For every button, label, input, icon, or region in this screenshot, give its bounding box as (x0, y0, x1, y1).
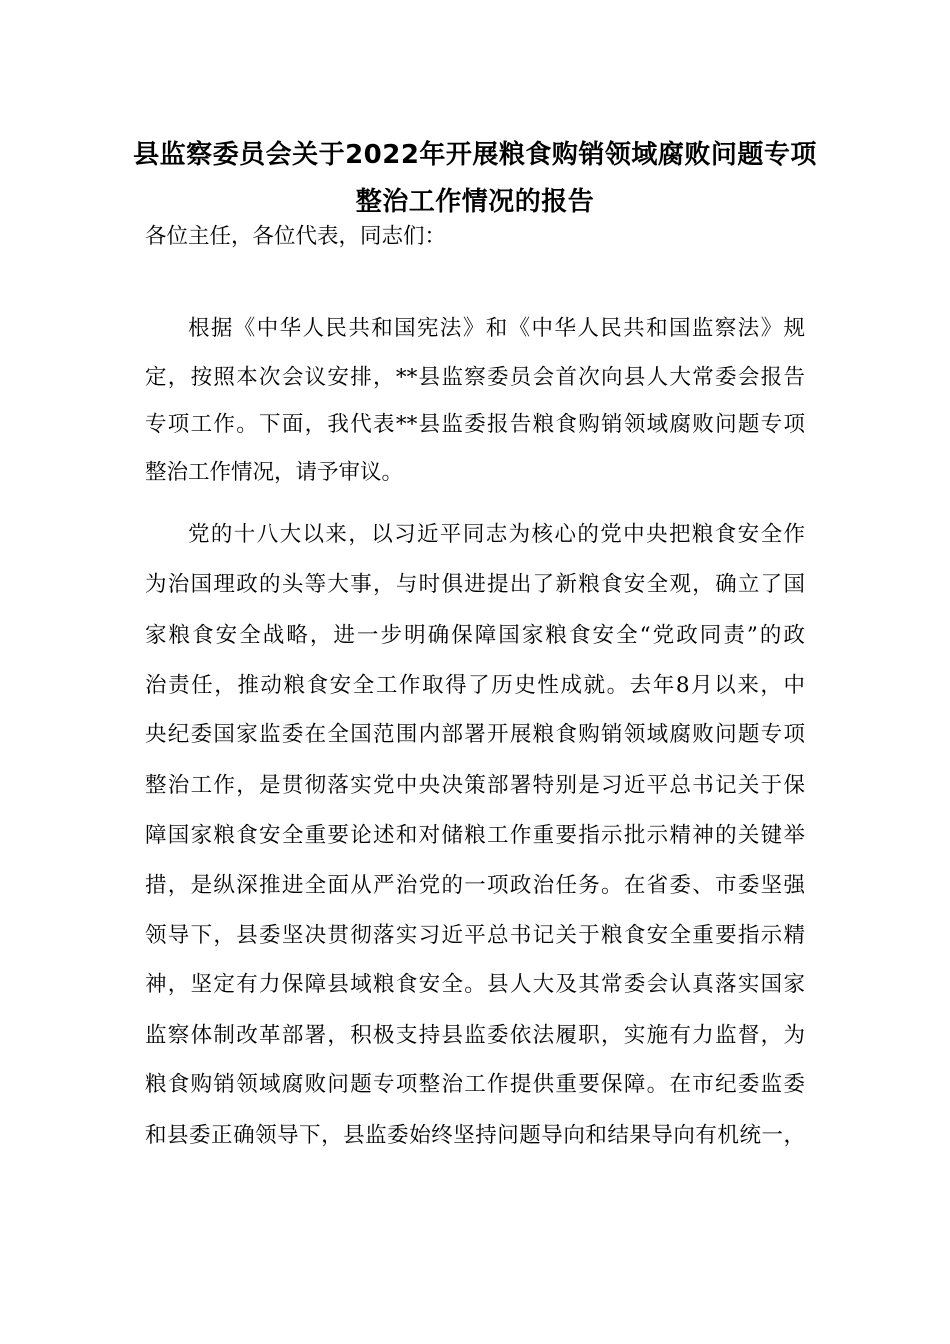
paragraph-1-line-1: 根据《中华人民共和国宪法》和《中华人民共和国监察法》规 (188, 316, 805, 341)
paragraph-1-line-2: 定，按照本次会议安排，**县监察委员会首次向县人大常委会报告 (145, 365, 805, 390)
paragraph-2-line-4: 治责任，推动粮食安全工作取得了历史性成就。去年8月以来，中 (145, 673, 805, 698)
paragraph-2-line-7: 障国家粮食安全重要论述和对储粮工作重要指示批示精神的关键举 (145, 823, 805, 848)
paragraph-2-line-5: 央纪委国家监委在全国范围内部署开展粮食购销领域腐败问题专项 (145, 722, 805, 747)
paragraph-2-line-13: 和县委正确领导下，县监委始终坚持问题导向和结果导向有机统一， (145, 1123, 805, 1148)
salutation: 各位主任，各位代表，同志们： (145, 224, 447, 249)
document-title-line-2: 整治工作情况的报告 (355, 187, 595, 217)
paragraph-2-line-11: 监察体制改革部署，积极支持县监委依法履职，实施有力监督，为 (145, 1023, 805, 1048)
paragraph-2-line-10: 神，坚定有力保障县域粮食安全。县人大及其常委会认真落实国家 (145, 972, 805, 997)
paragraph-1-line-4: 整治工作情况，请予审议。 (145, 460, 404, 485)
paragraph-2-line-6: 整治工作，是贯彻落实党中央决策部署特别是习近平总书记关于保 (145, 773, 805, 798)
document-title-line-1: 县监察委员会关于2022年开展粮食购销领域腐败问题专项 (133, 140, 817, 170)
paragraph-2-line-2: 为治国理政的头等大事，与时俱进提出了新粮食安全观，确立了国 (145, 572, 805, 597)
paragraph-2-line-1: 党的十八大以来，以习近平同志为核心的党中央把粮食安全作 (188, 522, 805, 547)
paragraph-2-line-8: 措，是纵深推进全面从严治党的一项政治任务。在省委、市委坚强 (145, 873, 805, 898)
paragraph-1-line-3: 专项工作。下面，我代表**县监委报告粮食购销领域腐败问题专项 (145, 412, 805, 437)
paragraph-2-line-9: 领导下，县委坚决贯彻落实习近平总书记关于粮食安全重要指示精 (145, 923, 805, 948)
paragraph-2-line-12: 粮食购销领域腐败问题专项整治工作提供重要保障。在市纪委监委 (145, 1072, 805, 1097)
paragraph-2-line-3: 家粮食安全战略，进一步明确保障国家粮食安全“党政同责”的政 (145, 623, 805, 648)
